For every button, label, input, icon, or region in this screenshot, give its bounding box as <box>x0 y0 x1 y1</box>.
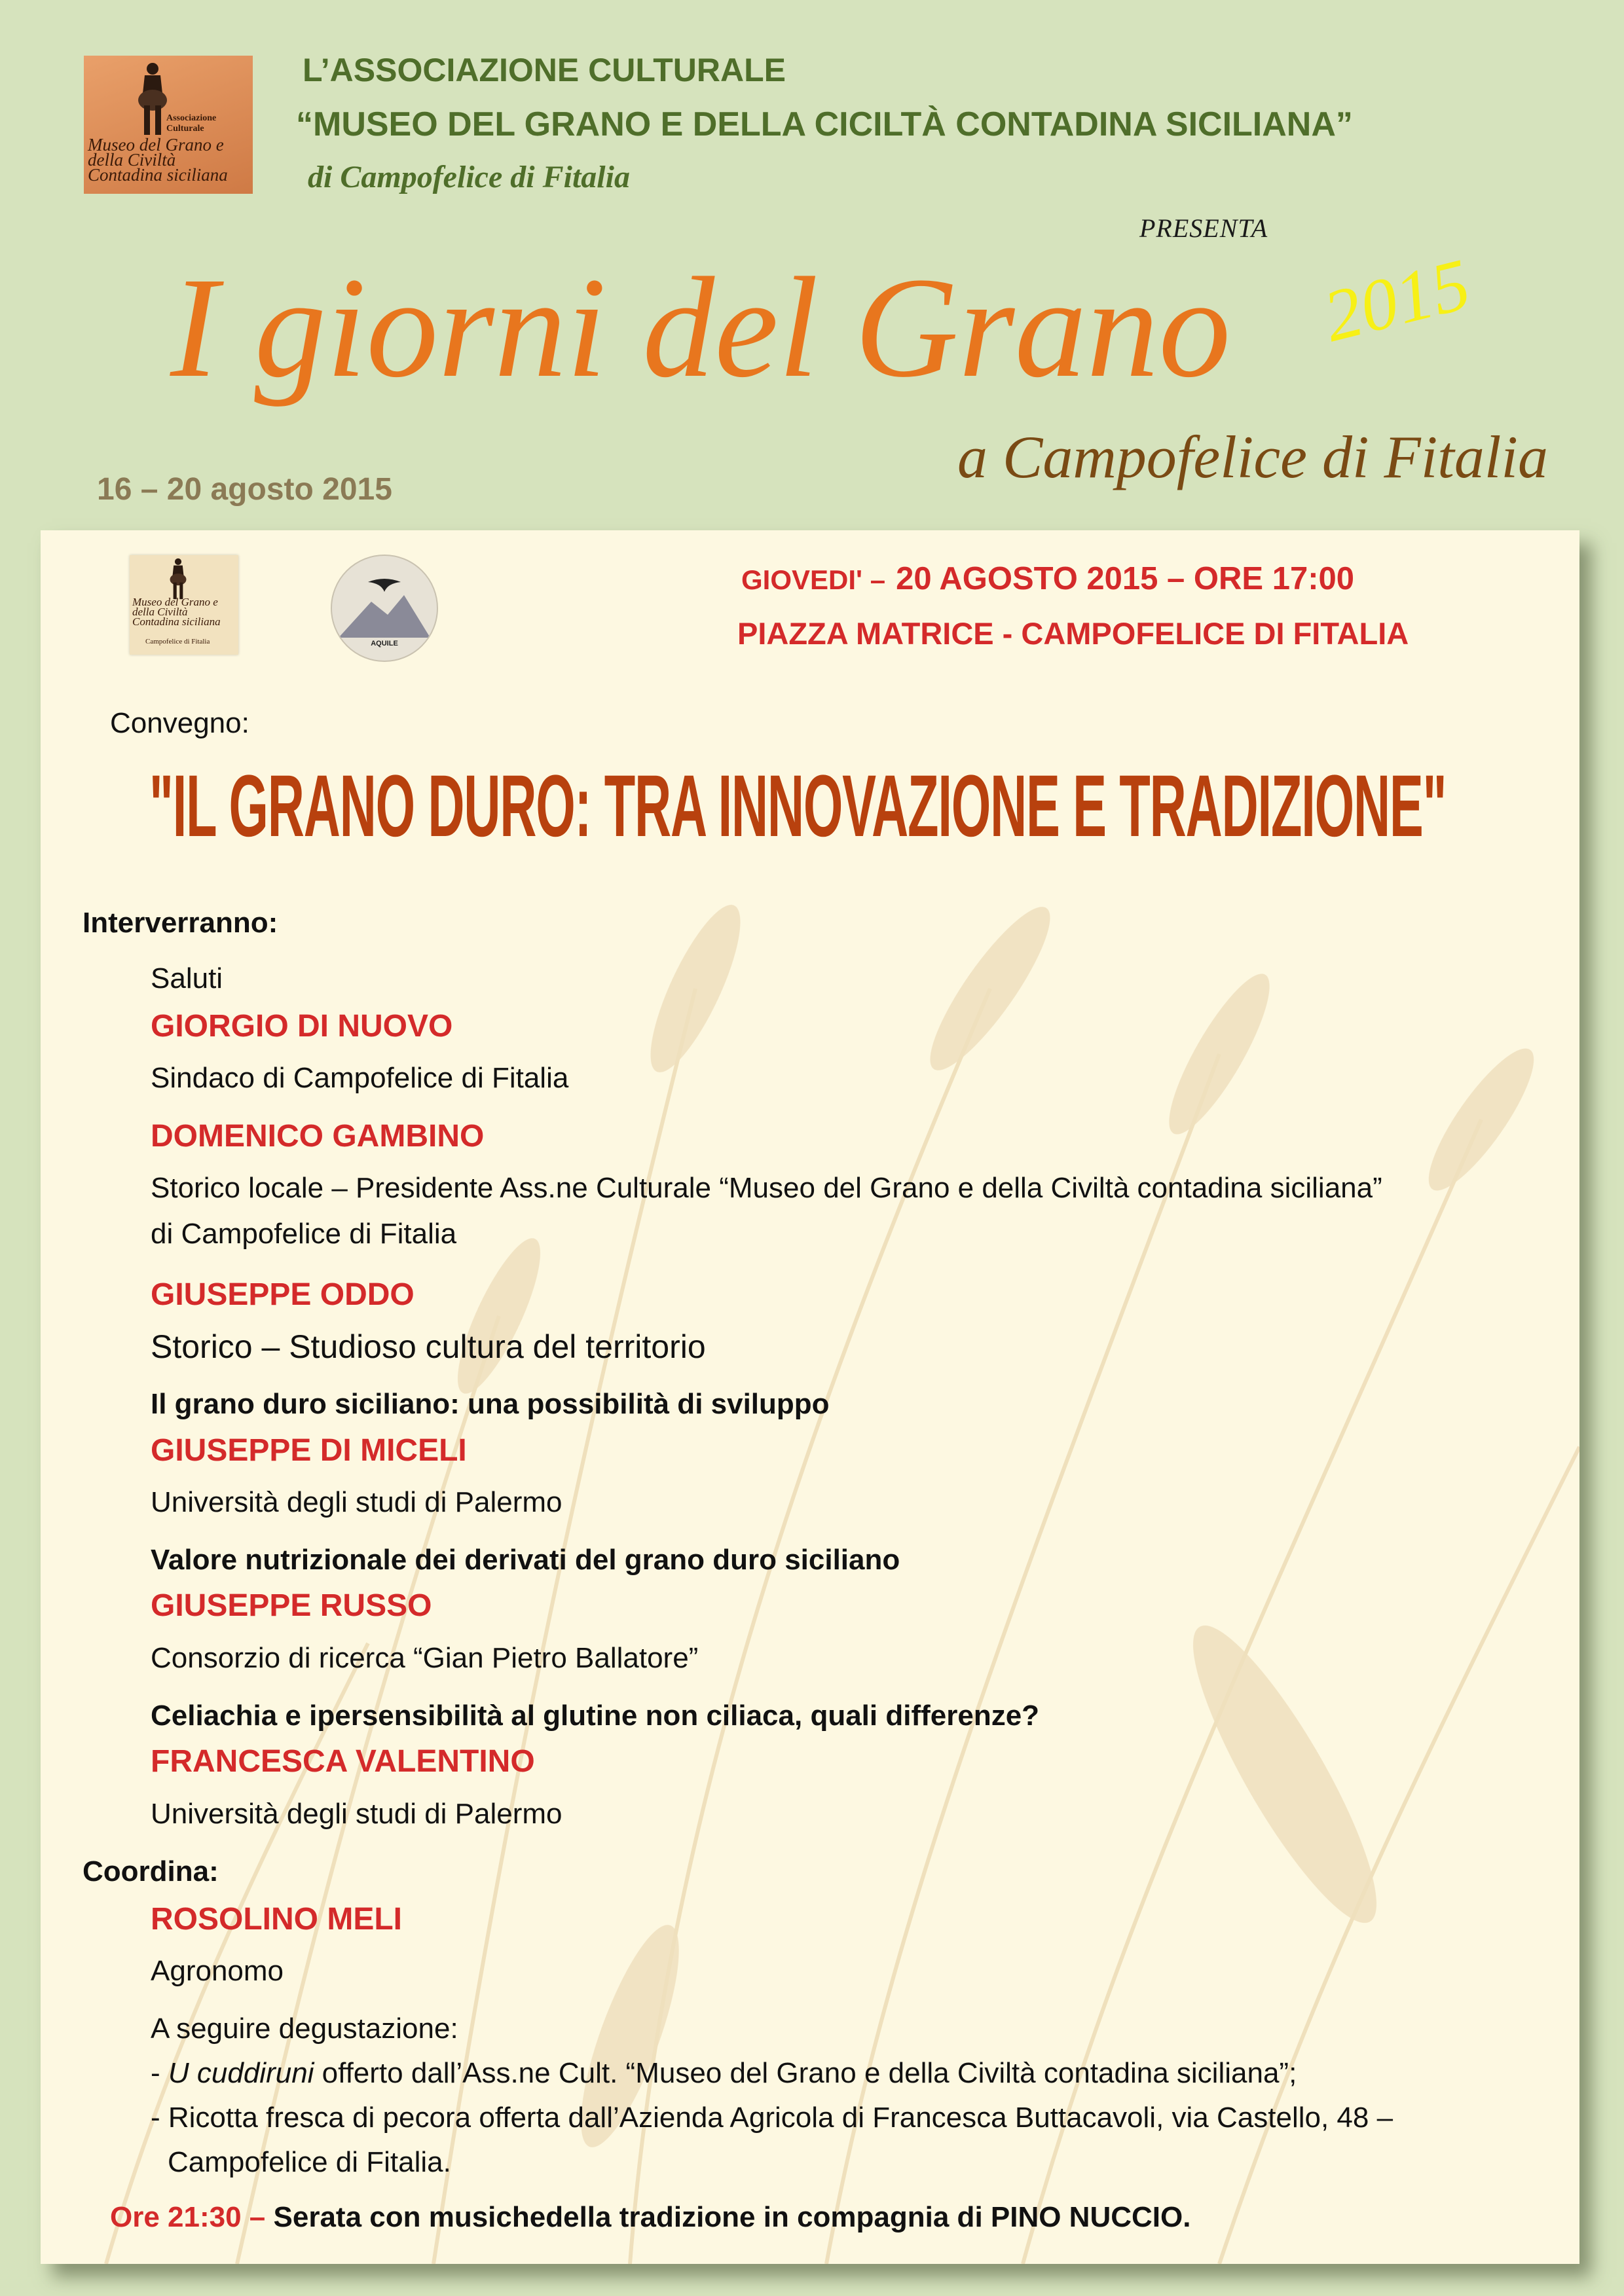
speaker-name: GIUSEPPE ODDO <box>151 1277 415 1312</box>
tasting-item: - Ricotta fresca di pecora offerta dall’Azienda Agricola di Francesca Buttacavoli, via Castello, 48 – <box>151 2102 1393 2134</box>
speaker-role: Sindaco di Campofelice di Fitalia <box>151 1062 569 1094</box>
farmer-figure-icon <box>158 556 198 601</box>
event-datetime <box>741 560 1354 597</box>
convegno-title: "IL GRANO DURO: TRA INNOVAZIONE E TRADIZIONE" <box>149 757 1447 855</box>
talk-topic: Il grano duro siciliano: una possibilità di sviluppo <box>151 1388 830 1420</box>
festival-year: 2015 <box>1316 243 1478 358</box>
evening-time: Ore 21:30 – <box>110 2201 266 2233</box>
tasting-label: A seguire degustazione: <box>151 2013 458 2045</box>
logo-title: Associazione Culturale <box>166 113 217 134</box>
event-card <box>41 530 1579 2264</box>
museum-logo <box>84 56 253 194</box>
tasting-item <box>151 2057 1297 2090</box>
coordinator-role: Agronomo <box>151 1955 284 1987</box>
aquile-logo <box>331 555 438 662</box>
festival-title: I giorni del Grano <box>170 247 1231 407</box>
tasting-item-continued: Campofelice di Fitalia. <box>168 2146 451 2178</box>
festival-dates: 16 – 20 agosto 2015 <box>97 472 392 507</box>
association-name: “MUSEO DEL GRANO E DELLA CICILTÀ CONTADINA SICILIANA” <box>296 105 1353 143</box>
speaker-name: GIUSEPPE RUSSO <box>151 1588 432 1623</box>
convegno-label: Convegno: <box>110 707 249 739</box>
logo-text: Museo del Grano e della Civiltà Contadina siciliana <box>88 135 228 185</box>
interverranno-label: Interverranno: <box>83 907 278 939</box>
speaker-role: Consorzio di ricerca “Gian Pietro Ballatore” <box>151 1642 699 1674</box>
tasting-dash: - <box>151 2057 168 2089</box>
festival-subtitle: a Campofelice di Fitalia <box>957 424 1548 490</box>
presenta-label: PRESENTA <box>1139 213 1268 243</box>
coordina-label: Coordina: <box>83 1855 219 1887</box>
talk-topic: Valore nutrizionale dei derivati del grano duro siciliano <box>151 1544 900 1576</box>
talk-topic: Celiachia e ipersensibilità al glutine non ciliaca, quali differenze? <box>151 1700 1040 1732</box>
event-day: GIOVEDI' – <box>741 564 886 595</box>
logo-town: Campofelice di Fitalia <box>145 638 210 646</box>
aquile-caption: AQUILE <box>371 640 398 647</box>
logo-text: Museo del Grano e della Civiltà Contadina siciliana <box>132 596 221 628</box>
tasting-product: U cuddiruni <box>168 2057 314 2089</box>
speaker-role: Università degli studi di Palermo <box>151 1798 563 1830</box>
speaker-name: GIORGIO DI NUOVO <box>151 1009 453 1044</box>
speaker-role: Storico – Studioso cultura del territorio <box>151 1328 706 1365</box>
saluti-label: Saluti <box>151 962 223 994</box>
speaker-name: GIUSEPPE DI MICELI <box>151 1433 467 1468</box>
evening-text: Serata con musichedella tradizione in compagnia di PINO NUCCIO. <box>265 2201 1191 2233</box>
speaker-name: DOMENICO GAMBINO <box>151 1119 485 1154</box>
museum-logo-small <box>130 555 238 655</box>
speaker-role: Università degli studi di Palermo <box>151 1486 563 1518</box>
coordinator-name: ROSOLINO MELI <box>151 1902 402 1937</box>
speaker-role-continued: di Campofelice di Fitalia <box>151 1218 457 1250</box>
association-town: di Campofelice di Fitalia <box>308 160 630 194</box>
event-place: PIAZZA MATRICE - CAMPOFELICE DI FITALIA <box>737 616 1409 651</box>
association-label: L’ASSOCIAZIONE CULTURALE <box>303 52 786 88</box>
speaker-name: FRANCESCA VALENTINO <box>151 1744 535 1779</box>
event-date-time: 20 AGOSTO 2015 – ORE 17:00 <box>896 561 1355 596</box>
tasting-offer: offerto dall’Ass.ne Cult. “Museo del Grano e della Civiltà contadina siciliana”; <box>314 2057 1297 2089</box>
evening-program <box>110 2201 1190 2234</box>
speaker-role: Storico locale – Presidente Ass.ne Culturale “Museo del Grano e della Civiltà contadina siciliana” <box>151 1172 1382 1204</box>
